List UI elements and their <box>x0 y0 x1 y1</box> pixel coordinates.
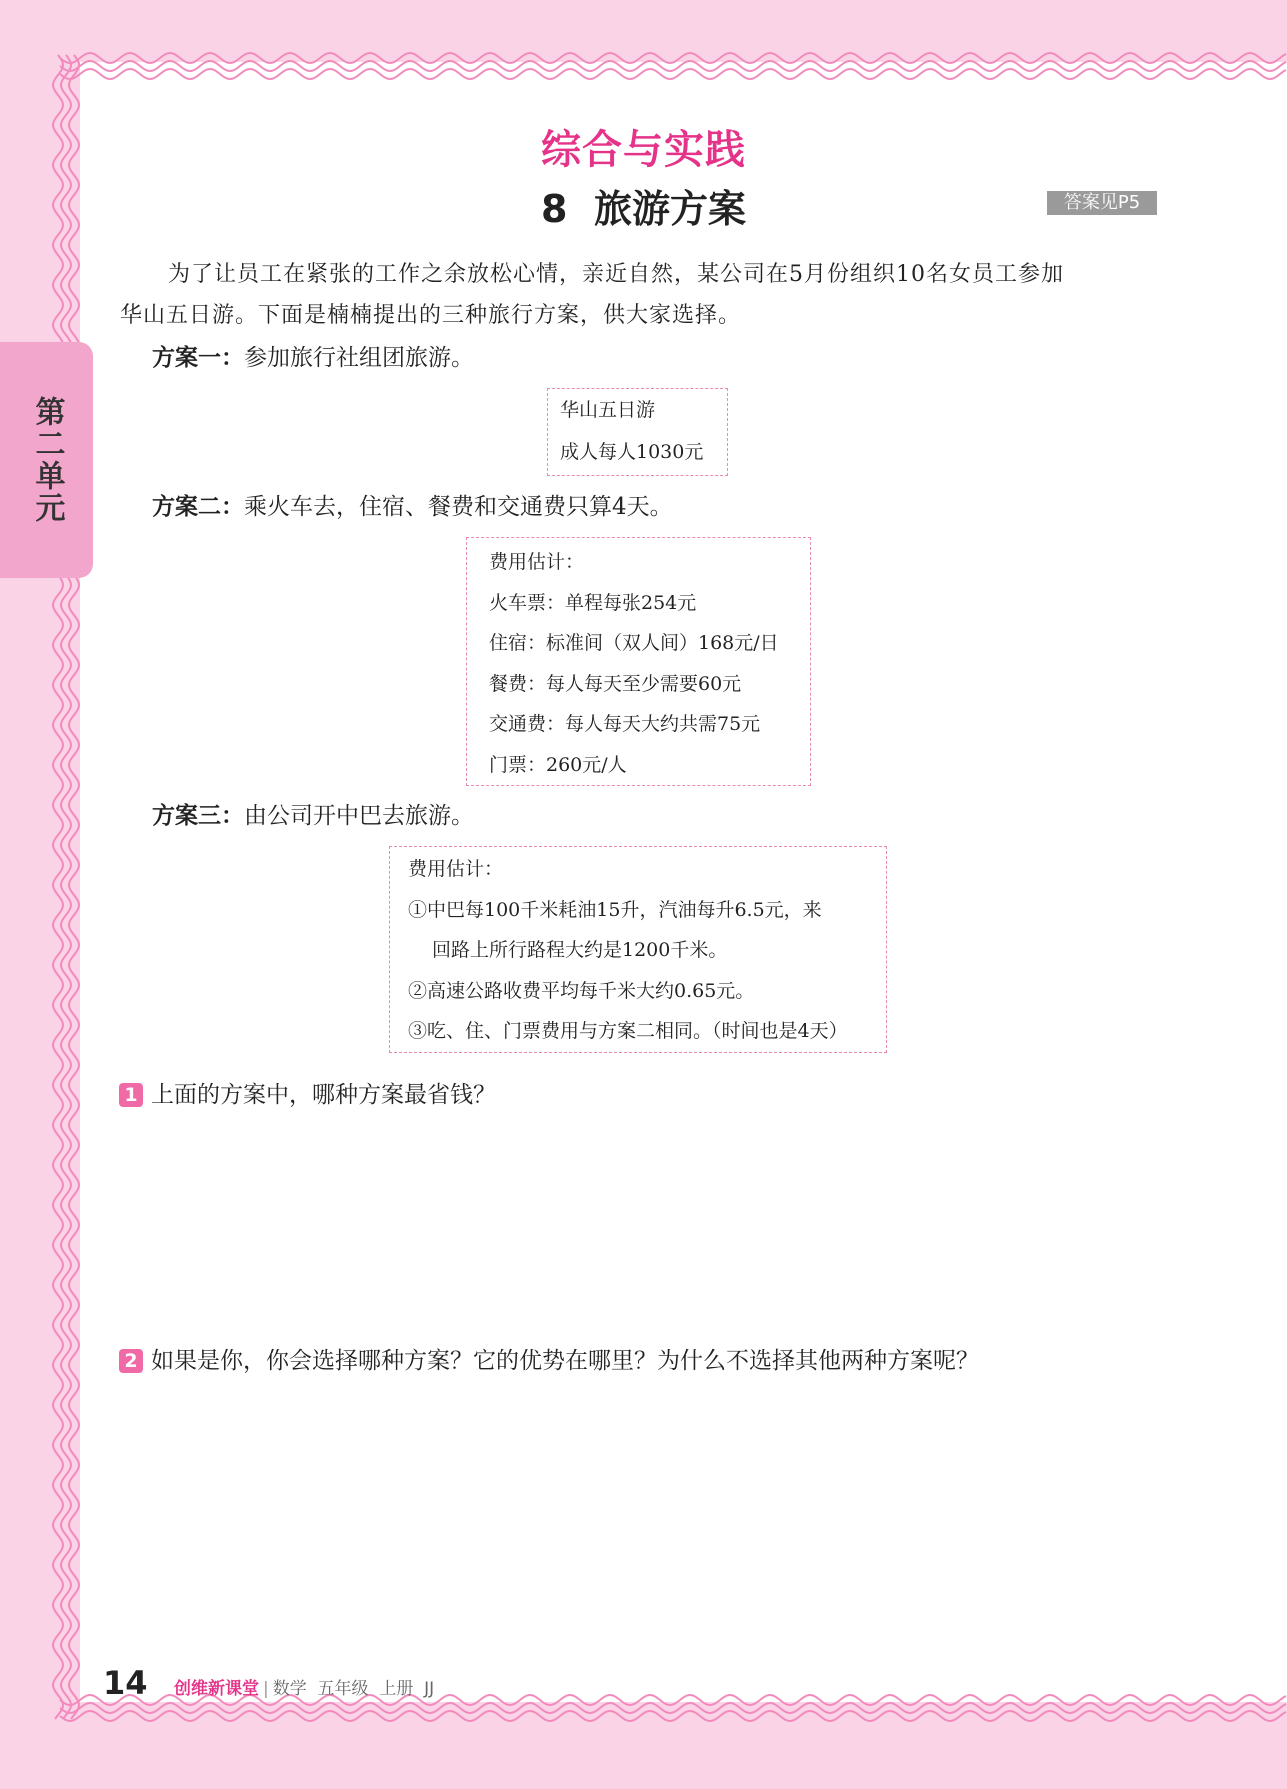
question-1 <box>119 1079 496 1111</box>
plan-1-box-line: 华山五日游 <box>560 399 656 421</box>
plan-3-label: 方案三： <box>152 803 244 829</box>
footer-grade: 五年级 <box>317 1679 369 1699</box>
intro-line-1: 为了让员工在紧张的工作之余放松心情，亲近自然，某公司在5月份组织10名女员工参加 <box>168 262 1064 287</box>
footer-volume: 上册 <box>379 1679 414 1699</box>
question-2-text: 如果是你，你会选择哪种方案？它的优势在哪里？为什么不选择其他两种方案呢？ <box>151 1348 979 1374</box>
plan-2-box-line: 餐费：每人每天至少需要60元 <box>489 672 742 695</box>
question-2 <box>119 1345 979 1377</box>
intro-line-2: 华山五日游。下面是楠楠提出的三种旅行方案，供大家选择。 <box>120 303 742 328</box>
plan-3-box-line: 费用估计： <box>408 858 504 880</box>
topic-heading: 综合与实践 <box>541 127 746 173</box>
plan-1-text: 参加旅行社组团旅游。 <box>244 345 474 371</box>
plan-2-info-box <box>466 537 811 786</box>
footer-brand: 创维新课堂 <box>174 1679 259 1699</box>
plan-3-box-line: 回路上所行路程大约是1200千米。 <box>432 939 728 961</box>
plan-2-box-line: 门票：260元/人 <box>489 753 627 776</box>
answer-reference-badge: 答案见P5 <box>1047 191 1157 215</box>
lesson-title: 8 旅游方案 <box>541 187 746 231</box>
plan-2-box-line: 火车票：单程每张254元 <box>489 591 697 614</box>
unit-side-tab <box>0 342 93 578</box>
plan-3-box-line: ①中巴每100千米耗油15升，汽油每升6.5元，来 <box>408 898 822 921</box>
wavy-border-line <box>60 53 1286 63</box>
intro-paragraph <box>120 254 1170 336</box>
plan-3-text: 由公司开中巴去旅游。 <box>244 803 474 829</box>
unit-side-tab-label: 第二单元 <box>29 396 65 524</box>
question-1-number-badge: 1 <box>119 1083 143 1107</box>
question-1-text: 上面的方案中，哪种方案最省钱？ <box>151 1082 496 1108</box>
footer-subject: 数学 <box>272 1679 307 1699</box>
footer-edition: JJ <box>424 1679 435 1699</box>
plan-1-box-line: 成人每人1030元 <box>560 441 704 463</box>
plan-3-heading <box>152 801 474 831</box>
plan-2-text: 乘火车去，住宿、餐费和交通费只算4天。 <box>244 494 673 520</box>
plan-1-heading <box>152 343 474 373</box>
footer-separator: | <box>263 1679 269 1699</box>
footer-series-info <box>174 1674 434 1699</box>
plan-2-label: 方案二： <box>152 494 244 520</box>
plan-3-info-box <box>389 846 887 1053</box>
plan-3-box-line: ②高速公路收费平均每千米大约0.65元。 <box>408 979 755 1002</box>
plan-3-box-line: ③吃、住、门票费用与方案二相同。（时间也是4天） <box>408 1020 848 1042</box>
page-number: 14 <box>103 1664 148 1702</box>
plan-2-box-line: 交通费：每人每天大约共需75元 <box>489 713 761 735</box>
plan-2-box-line: 费用估计： <box>489 551 585 573</box>
question-2-number-badge: 2 <box>119 1349 143 1373</box>
plan-2-box-line: 住宿：标准间（双人间）168元/日 <box>489 632 779 654</box>
plan-1-label: 方案一： <box>152 345 244 371</box>
plan-1-info-box <box>547 388 728 476</box>
plan-2-heading <box>152 492 673 522</box>
